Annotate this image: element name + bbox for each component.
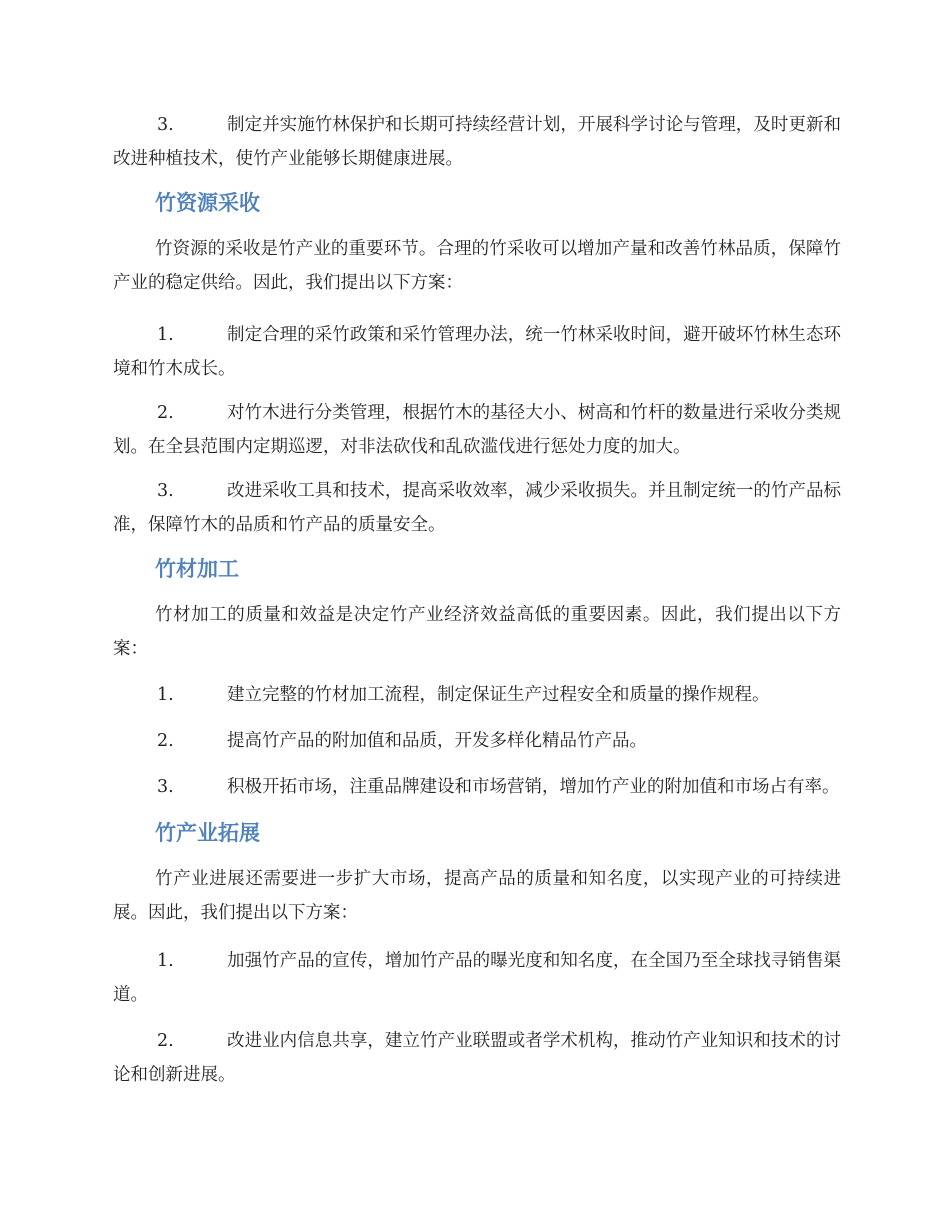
list-text: 建立完整的竹材加工流程，制定保证生产过程安全和质量的操作规程。 <box>227 685 770 705</box>
list-number: 1. <box>157 325 174 345</box>
list-number: 2. <box>157 731 174 751</box>
list-number: 3. <box>157 115 174 135</box>
list-text: 对竹木进行分类管理，根据竹木的基径大小、树高和竹杆的数量进行采收分类规划。在全县范围内定期巡逻，对非法砍伐和乱砍滥伐进行惩处力度的加大。 <box>113 403 841 457</box>
document-body <box>113 108 841 1092</box>
list-item <box>113 318 841 386</box>
list-number: 2. <box>157 1031 174 1051</box>
section-heading-expansion: 竹产业拓展 <box>155 821 260 845</box>
list-text: 改进业内信息共享，建立竹产业联盟或者学术机构，推动竹产业知识和技术的讨论和创新进展。 <box>113 1031 841 1085</box>
list-text: 积极开拓市场，注重品牌建设和市场营销，增加竹产业的附加值和市场占有率。 <box>227 777 840 797</box>
list-item <box>113 108 841 176</box>
list-text: 制定合理的采竹政策和采竹管理办法，统一竹林采收时间，避开破坏竹林生态环境和竹木成长。 <box>113 325 841 379</box>
list-number: 1. <box>157 951 174 971</box>
list-number: 3. <box>157 777 174 797</box>
list-item <box>113 770 841 804</box>
list-item <box>113 944 841 1012</box>
list-item <box>113 474 841 542</box>
list-number: 3. <box>157 481 174 501</box>
list-text: 加强竹产品的宣传，增加竹产品的曝光度和知名度，在全国乃至全球找寻销售渠道。 <box>113 951 841 1005</box>
section-intro: 竹材加工的质量和效益是决定竹产业经济效益高低的重要因素。因此，我们提出以下方案： <box>113 605 841 659</box>
list-text: 制定并实施竹林保护和长期可持续经营计划，开展科学讨论与管理，及时更新和改进种植技术，使竹产业能够长期健康进展。 <box>113 115 841 169</box>
section-intro: 竹资源的采收是竹产业的重要环节。合理的竹采收可以增加产量和改善竹林品质，保障竹产业的稳定供给。因此，我们提出以下方案： <box>113 239 841 293</box>
list-text: 改进采收工具和技术，提高采收效率，减少采收损失。并且制定统一的竹产品标准，保障竹木的品质和竹产品的质量安全。 <box>113 481 841 535</box>
list-item <box>113 678 841 712</box>
section-heading-harvest: 竹资源采收 <box>155 191 260 215</box>
list-number: 2. <box>157 403 174 423</box>
list-item <box>113 1024 841 1092</box>
list-item <box>113 724 841 758</box>
list-number: 1. <box>157 685 174 705</box>
list-item <box>113 396 841 464</box>
section-intro: 竹产业进展还需要进一步扩大市场，提高产品的质量和知名度，以实现产业的可持续进展。因此，我们提出以下方案： <box>113 869 841 923</box>
list-text: 提高竹产品的附加值和品质，开发多样化精品竹产品。 <box>227 731 647 751</box>
section-heading-processing: 竹材加工 <box>155 557 239 581</box>
